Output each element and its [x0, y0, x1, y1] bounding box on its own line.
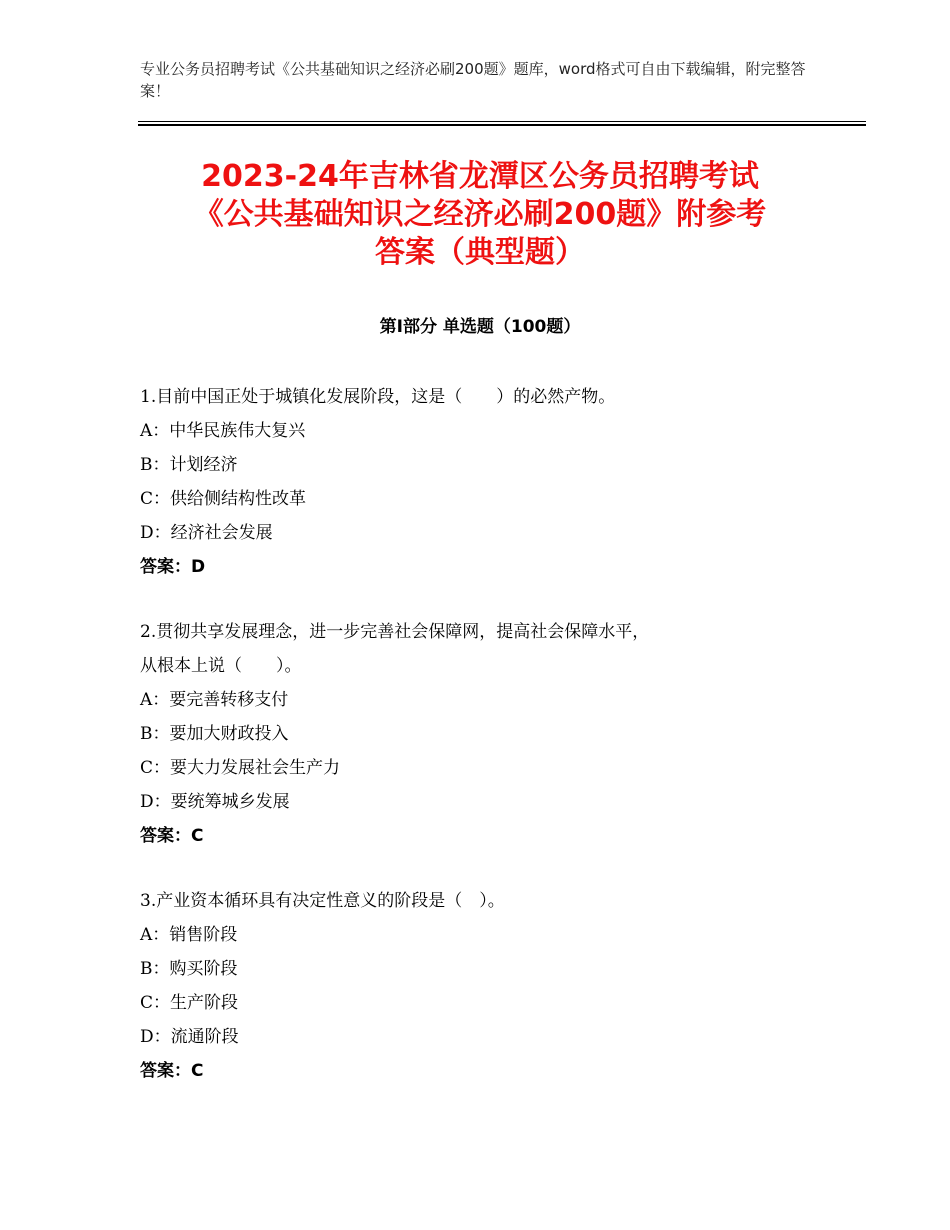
- option-d: D：经济社会发展: [140, 523, 273, 543]
- title-line: 2023-24年吉林省龙潭区公务员招聘考试: [201, 159, 759, 194]
- option-b: B：计划经济: [140, 455, 238, 475]
- option-c: C：生产阶段: [140, 993, 239, 1013]
- option-a: A：要完善转移支付: [140, 690, 289, 710]
- title-line: 答案（典型题）: [375, 235, 585, 270]
- answer: 答案：C: [140, 826, 204, 846]
- option-b: B：要加大财政投入: [140, 724, 289, 744]
- question-stem: 2.贯彻共享发展理念，进一步完善社会保障网，提高社会保障水平，: [140, 622, 650, 642]
- answer: 答案：C: [140, 1061, 204, 1081]
- header-note: 专业公务员招聘考试《公共基础知识之经济必刷200题》题库，word格式可自由下载编辑，附完整答案！: [140, 60, 806, 100]
- header-divider-thick: [138, 124, 866, 126]
- title-line: 《公共基础知识之经济必刷200题》附参考: [193, 197, 767, 232]
- option-c: C：要大力发展社会生产力: [140, 758, 341, 778]
- question-2: [140, 615, 820, 853]
- question-3: [140, 884, 820, 1088]
- question-stem-continued: 从根本上说（ ）。: [140, 656, 302, 676]
- option-d: D：要统筹城乡发展: [140, 792, 290, 812]
- question-1: [140, 380, 820, 584]
- option-a: A：中华民族伟大复兴: [140, 421, 306, 441]
- option-c: C：供给侧结构性改革: [140, 489, 307, 509]
- option-a: A：销售阶段: [140, 925, 238, 945]
- question-stem: 3.产业资本循环具有决定性意义的阶段是（ ）。: [140, 891, 505, 911]
- section-title: 第Ⅰ部分 单选题（100题）: [379, 317, 581, 337]
- document-title: [120, 158, 840, 272]
- question-list: [140, 380, 820, 1119]
- option-b: B：购买阶段: [140, 959, 238, 979]
- header-divider-thin: [138, 121, 866, 122]
- question-stem: 1.目前中国正处于城镇化发展阶段，这是（ ）的必然产物。: [140, 387, 616, 407]
- option-d: D：流通阶段: [140, 1027, 239, 1047]
- answer: 答案：D: [140, 557, 206, 577]
